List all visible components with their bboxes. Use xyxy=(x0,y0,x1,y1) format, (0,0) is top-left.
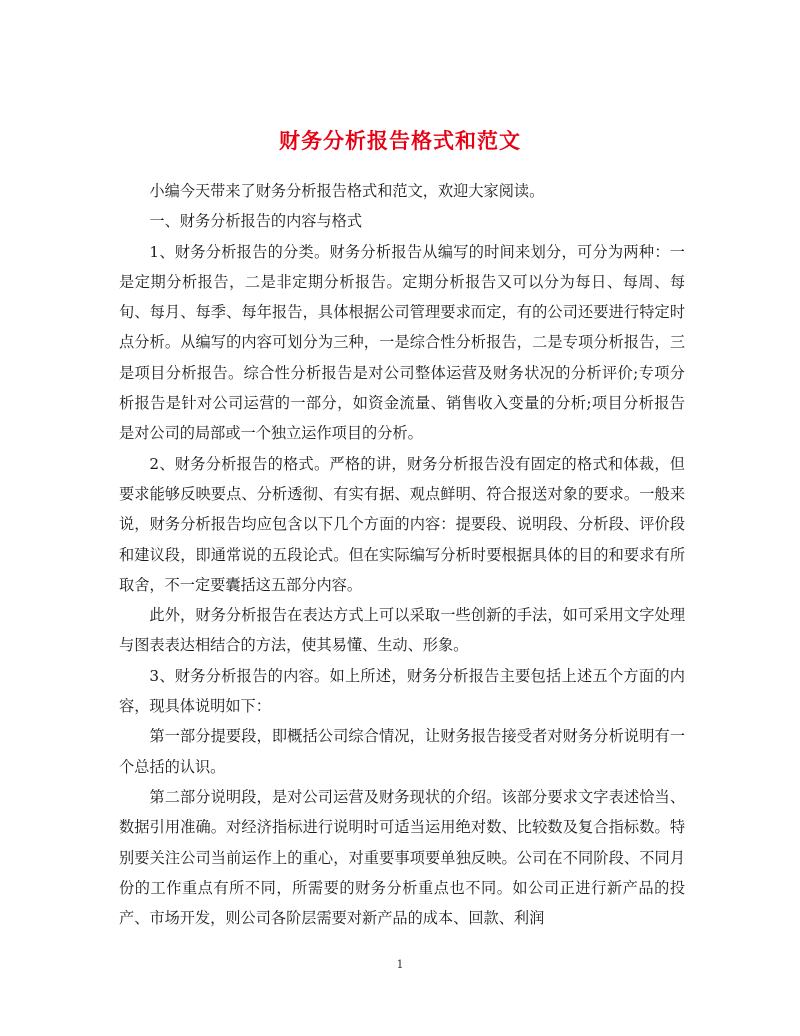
explanation-section-paragraph: 第二部分说明段，是对公司运营及财务现状的介绍。该部分要求文字表述恰当、数据引用准确。对经济指标进行说明时可适当运用绝对数、比较数及复合指标数。特别要关注公司当前运作上的重心，对重要事项要单独反映。公司在不同阶段、不同月份的工作重点有所不同，所需要的财务分析重点也不同。如公司正进行新产品的投产、市场开发，则公司各阶层需要对新产品的成本、回款、利润 xyxy=(119,787,685,928)
classification-paragraph: 1、财务分析报告的分类。财务分析报告从编写的时间来划分，可分为两种：一是定期分析报告，二是非定期分析报告。定期分析报告又可以分为每日、每周、每旬、每月、每季、每年报告，具体根据公司管理要求而定，有的公司还要进行特定时点分析。从编写的内容可划分为三种，一是综合性分析报告，二是专项分析报告，三是项目分析报告。综合性分析报告是对公司整体运营及财务状况的分析评价;专项分析报告是针对公司运营的一部分，如资金流量、销售收入变量的分析;项目分析报告是对公司的局部或一个独立运作项目的分析。 xyxy=(119,242,685,443)
expression-paragraph: 此外，财务分析报告在表达方式上可以采取一些创新的手法，如可采用文字处理与图表表达相结合的方法，使其易懂、生动、形象。 xyxy=(119,606,685,655)
document-body xyxy=(119,176,685,933)
document-title: 财务分析报告格式和范文 xyxy=(279,128,521,154)
summary-section-paragraph: 第一部分提要段，即概括公司综合情况，让财务报告接受者对财务分析说明有一个总括的认识。 xyxy=(119,727,685,776)
page-number: 1 xyxy=(396,958,404,971)
intro-paragraph: 小编今天带来了财务分析报告格式和范文，欢迎大家阅读。 xyxy=(149,182,545,200)
section-heading: 一、财务分析报告的内容与格式 xyxy=(149,212,363,231)
format-paragraph: 2、财务分析报告的格式。严格的讲，财务分析报告没有固定的格式和体裁，但要求能够反映要点、分析透彻、有实有据、观点鲜明、符合报送对象的要求。一般来说，财务分析报告均应包含以下几个方面的内容：提要段、说明段、分析段、评价段和建议段，即通常说的五段论式。但在实际编写分析时要根据具体的目的和要求有所取舍，不一定要囊括这五部分内容。 xyxy=(119,454,685,594)
content-paragraph: 3、财务分析报告的内容。如上所述，财务分析报告主要包括上述五个方面的内容，现具体说明如下： xyxy=(119,666,685,716)
